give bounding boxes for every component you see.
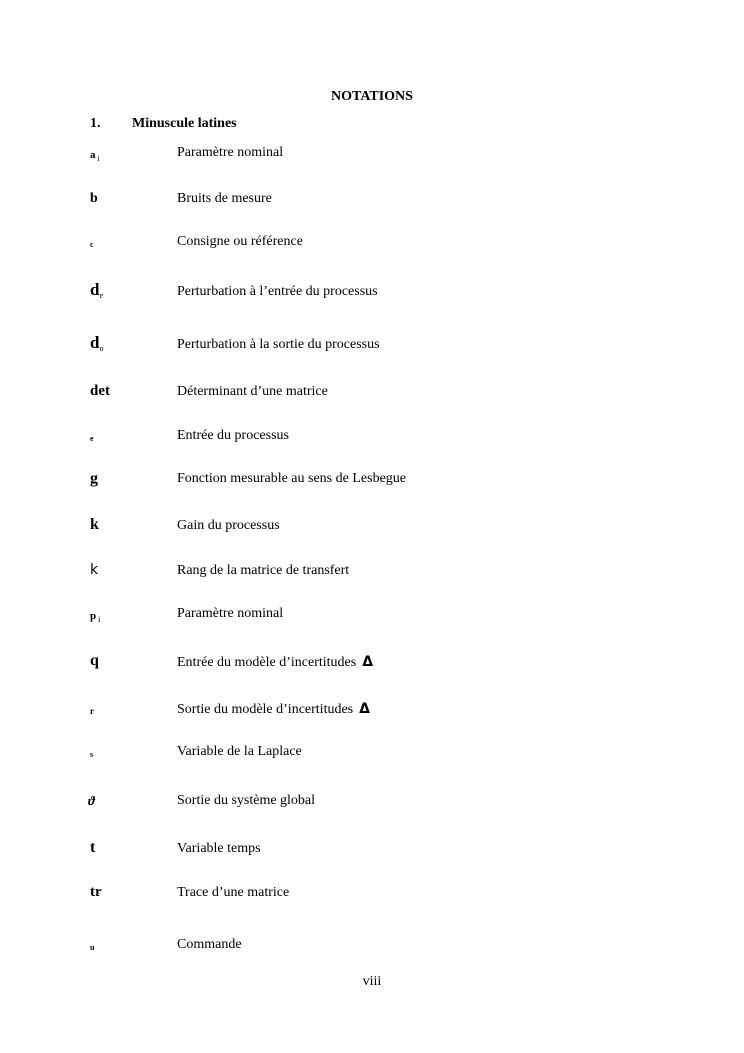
- notation-symbol: t: [90, 839, 96, 856]
- section-number: 1.: [90, 116, 101, 131]
- section-title: Minuscule latines: [132, 116, 237, 131]
- notation-symbol: [90, 610, 100, 622]
- notation-symbol: c: [90, 240, 94, 249]
- delta-symbol: Δ: [362, 654, 374, 670]
- notation-description: [177, 654, 373, 671]
- notation-symbol: b: [90, 191, 98, 206]
- symbol-main: p: [90, 610, 97, 622]
- notation-row: [0, 701, 744, 725]
- notation-symbol: r: [90, 706, 94, 716]
- notation-description: Gain du processus: [177, 518, 280, 533]
- notation-description: Déterminant d’une matrice: [177, 384, 328, 399]
- notation-description: Rang de la matrice de transfert: [177, 563, 350, 578]
- notation-description: [177, 701, 370, 718]
- notation-row: [0, 191, 744, 215]
- symbol-main: d: [90, 280, 100, 299]
- notation-row: [0, 234, 744, 258]
- notation-symbol: tr: [90, 884, 102, 900]
- notation-row: [0, 145, 744, 169]
- symbol-subscript: i: [98, 615, 101, 624]
- notation-symbol: s: [90, 750, 94, 759]
- notation-row: [0, 335, 744, 359]
- notation-row: [0, 884, 744, 908]
- notation-symbol: q: [90, 652, 99, 669]
- notation-row: [0, 517, 744, 541]
- notation-row: [0, 793, 744, 817]
- notation-description: Fonction mesurable au sens de Lesbegue: [177, 471, 406, 486]
- notation-description: Paramètre nominal: [177, 606, 284, 621]
- notation-row: [0, 653, 744, 677]
- notation-description: Paramètre nominal: [177, 145, 284, 160]
- notation-description: Commande: [177, 937, 242, 952]
- notation-symbol: [90, 333, 103, 353]
- notation-row: [0, 383, 744, 407]
- notation-row: [0, 470, 744, 494]
- notation-description: Entrée du processus: [177, 428, 289, 443]
- notation-description: Sortie du système global: [177, 793, 316, 808]
- notation-row: [0, 563, 744, 587]
- symbol-subscript: o: [99, 344, 104, 353]
- page-title: NOTATIONS: [331, 89, 413, 104]
- notation-symbol: ϑ: [88, 793, 95, 808]
- notation-description: Bruits de mesure: [177, 191, 272, 206]
- notation-row: [0, 428, 744, 452]
- delta-symbol: Δ: [359, 701, 370, 717]
- page-number: viii: [362, 974, 382, 989]
- notation-symbol: g: [90, 470, 98, 487]
- description-text: Sortie du modèle d’incertitudes: [177, 702, 354, 717]
- notation-symbol: [90, 149, 100, 161]
- symbol-main: d: [90, 333, 100, 352]
- notation-description: Consigne ou référence: [177, 234, 303, 249]
- notation-description: Variable temps: [177, 841, 261, 856]
- notation-description: Trace d’une matrice: [177, 885, 290, 900]
- notation-row: [0, 744, 744, 768]
- symbol-subscript: e: [99, 291, 104, 300]
- notation-row: [0, 606, 744, 630]
- notation-description: Variable de la Laplace: [177, 744, 302, 759]
- notation-symbol: k: [90, 562, 99, 578]
- notation-row: [0, 282, 744, 306]
- notation-row: [0, 840, 744, 864]
- notation-description: Perturbation à la sortie du processus: [177, 337, 380, 352]
- notation-symbol: u: [90, 943, 95, 952]
- notation-symbol: e: [90, 434, 94, 443]
- symbol-subscript: i: [97, 154, 100, 163]
- notation-symbol: [90, 280, 103, 300]
- symbol-main: a: [90, 149, 96, 161]
- notation-row: [0, 937, 744, 961]
- notation-symbol: det: [90, 383, 110, 399]
- notation-symbol: k: [90, 516, 99, 533]
- description-text: Entrée du modèle d’incertitudes: [177, 655, 357, 670]
- notation-description: Perturbation à l’entrée du processus: [177, 284, 378, 299]
